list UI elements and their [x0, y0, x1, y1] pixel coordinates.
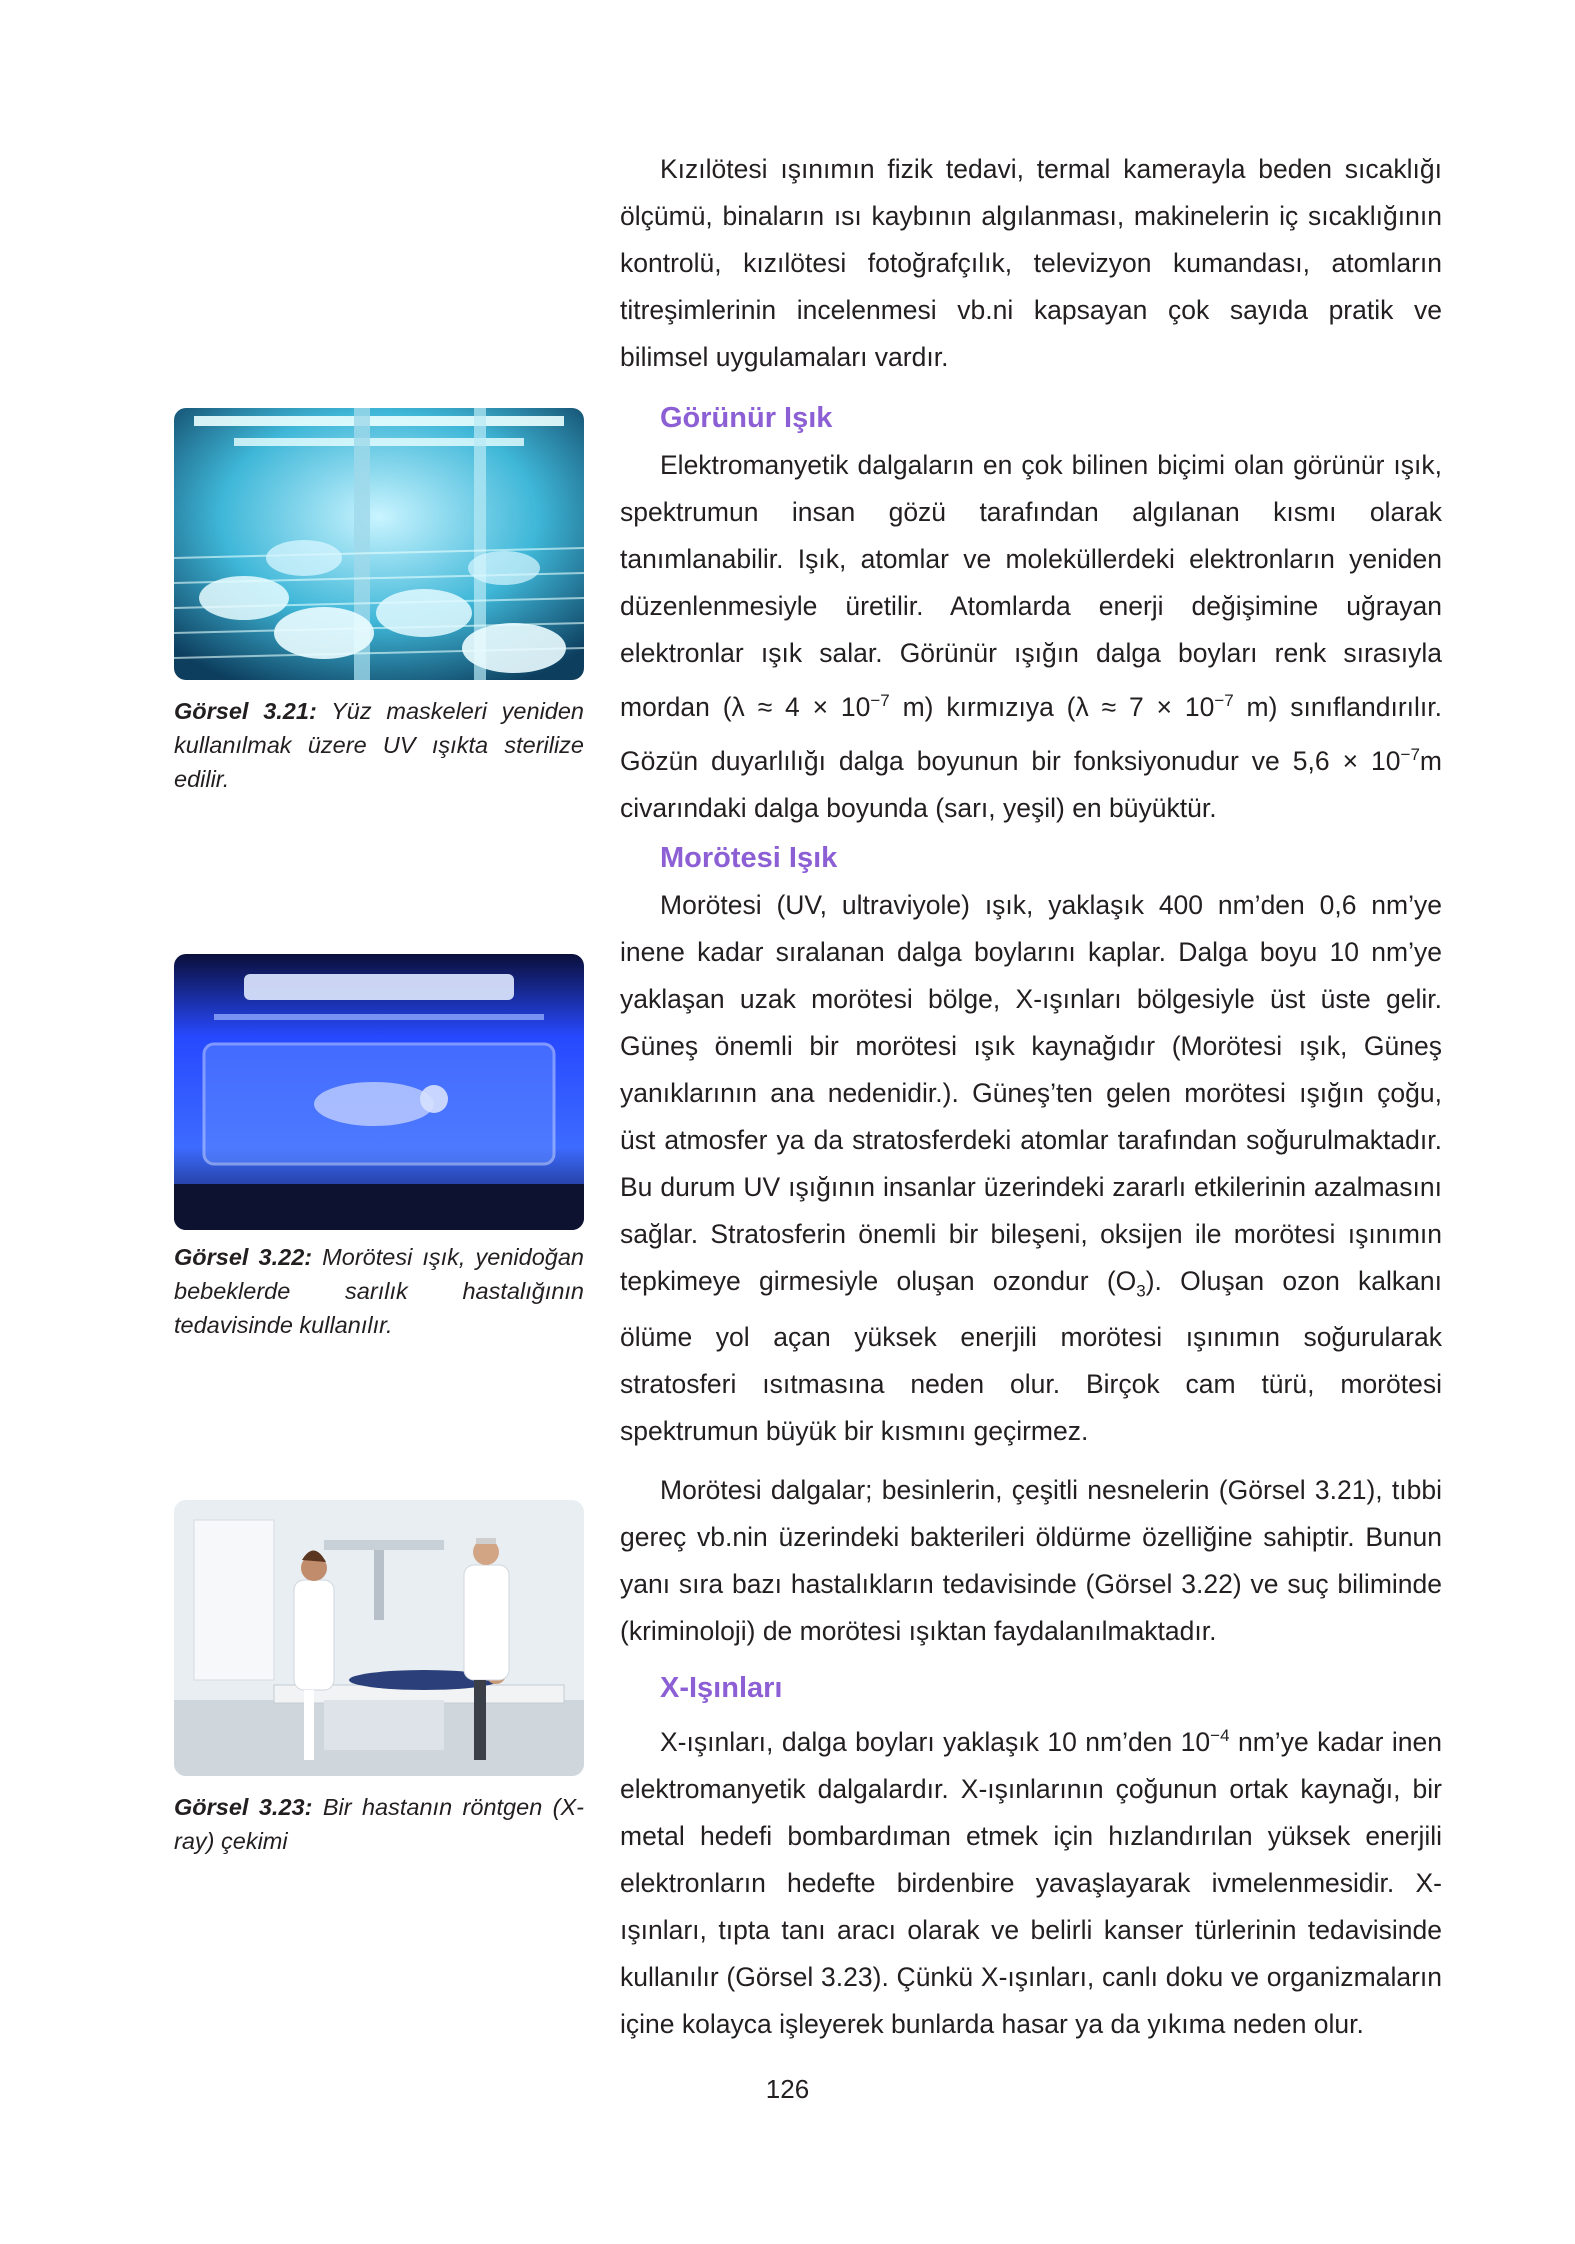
uv-light-heading: Morötesi Işık	[660, 842, 838, 874]
xray-heading: X-Işınları	[660, 1672, 783, 1704]
visible-light-paragraph: Elektromanyetik dalgaların en çok bilinen biçimi olan görünür ışık, spektrumun insan gözü tarafından algılanan kısmı olarak tanımlanabilir. Işık, atomlar ve moleküllerdeki elektronların yeniden düzenlenmesiyle üretilir. Atomlarda enerji değişimine uğrayan elektronlar ışık salar. Görünür ışığın dalga boyları renk sırasıyla mordan ($\lambda \approx 4 \times 10^{-7}$ m) kırmızıya ($\lambda \approx 7 \times 10^{-7}$ m) sınıflandırılır. Gözün duyarlılığı dalga boyunun bir fonksiyonudur ve $5,6 \times 10^{-7}m$ civarındaki dalga boyunda (sarı, yeşil) en büyüktür.	[620, 450, 1442, 823]
figure-3-21-caption: Görsel 3.21: Yüz maskeleri yeniden kullanılmak üzere UV ışıkta sterilize edilir.	[174, 698, 584, 792]
xray-paragraph: X-ışınları, dalga boyları yaklaşık 10 nm’den $10^{-4}$ nm’ye kadar inen elektromanyetik dalgalardır. X-ışınlarının çoğunun ortak kaynağı, bir metal hedefi bombardıman etmek için hızlandırılan yüksek enerjili elektronların hedefte birdenbire yavaşlayarak ivmelenmesidir. X-ışınları, tıpta tanı aracı olarak ve belirli kanser türlerinin tedavisinde kullanılır (Görsel 3.23). Çünkü X-ışınları, canlı doku ve organizmaların içine kolayca işleyerek bunlarda hasar ya da yıkıma neden olur.	[620, 1726, 1442, 2039]
xray-section	[620, 1668, 1442, 2048]
incubator-image	[174, 954, 584, 1230]
uv-chamber-image	[174, 408, 584, 680]
intro-section	[620, 146, 1442, 381]
uv-light-section	[620, 838, 1442, 1655]
page-number: 126	[765, 2074, 810, 2104]
figure-3-22-caption: Görsel 3.22: Morötesi ışık, yenidoğan bebeklerde sarılık hastalığının tedavisinde kullanılır.	[174, 1244, 584, 1338]
intro-paragraph: Kızılötesi ışınımın fizik tedavi, termal kamerayla beden sıcaklığı ölçümü, binaların ısı kaybının algılanması, makinelerin iç sıcaklığının kontrolü, kızılötesi fotoğrafçılık, televizyon kumandası, atomların titreşimlerinin incelenmesi vb.ni kapsayan çok sayıda pratik ve bilimsel uygulamaları vardır.	[620, 154, 1442, 372]
uv-light-paragraph-2: Morötesi dalgalar; besinlerin, çeşitli nesnelerin (Görsel 3.21), tıbbi gereç vb.nin üzerindeki bakterileri öldürme özelliğine sahiptir. Bunun yanı sıra bazı hastalıkların tedavisinde (Görsel 3.22) ve suç biliminde (kriminoloji) de morötesi ışıktan faydalanılmaktadır.	[620, 1475, 1442, 1647]
figure-xray-exam	[174, 1500, 584, 1776]
uv-light-paragraph: Morötesi (UV, ultraviyole) ışık, yaklaşık 400 nm’den 0,6 nm’ye inene kadar sıralanan dalga boylarını kaplar. Dalga boyu 10 nm’ye yaklaşan uzak morötesi bölge, X-ışınları bölgesiyle üst üste gelir. Güneş önemli bir morötesi ışık kaynağıdır (Morötesi ışık, Güneş yanıklarının ana nedenidir.). Güneş’ten gelen morötesi ışığın çoğu, üst atmosfer ya da stratosferdeki atomlar tarafından soğurulmaktadır. Bu durum UV ışığının insanlar üzerindeki zararlı etkilerinin azalmasını sağlar. Stratosferin önemli bir bileşeni, oksijen ile morötesi ışınımın tepkimeye girmesiyle oluşan ozondur $(O_3)$. Oluşan ozon kalkanı ölüme yol açan yüksek enerjili morötesi ışınımın soğurularak stratosferi ısıtmasına neden olur. Birçok cam türü, morötesi spektrumun büyük bir kısmını geçirmez.	[620, 890, 1442, 1447]
figure-3-23-caption: Görsel 3.23: Bir hastanın röntgen (X-ray) çekimi	[174, 1794, 584, 1854]
figure-uv-mask-sterilization	[174, 408, 584, 680]
figure-neonatal-phototherapy	[174, 954, 584, 1230]
visible-light-heading: Görünür Işık	[660, 402, 833, 434]
visible-light-section	[620, 398, 1442, 832]
xray-room-image	[174, 1500, 584, 1776]
